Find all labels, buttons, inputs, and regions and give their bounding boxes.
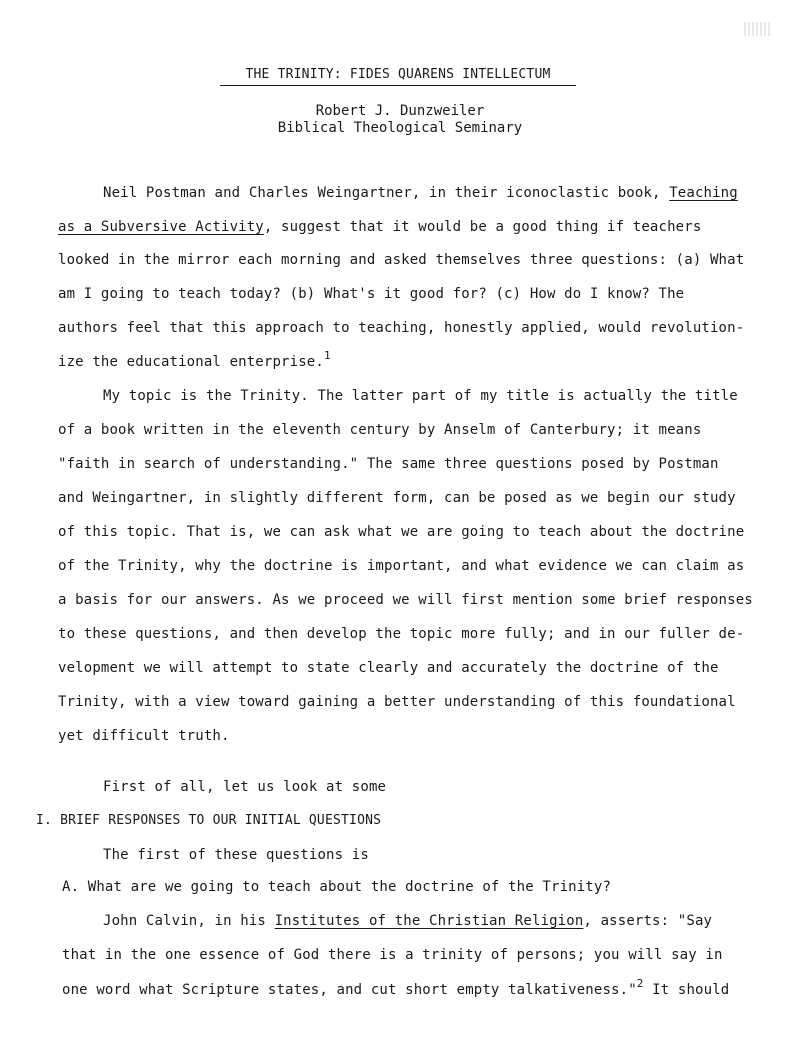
para2-line: velopment we will attempt to state clearly and accurately the doctrine of the: [58, 660, 719, 676]
para2-line: of this topic. That is, we can ask what we are going to teach about the doctrine: [58, 524, 745, 540]
para2-line: Trinity, with a view toward gaining a better understanding of this foundational: [58, 694, 736, 710]
para1-line6-text: ize the educational enterprise.: [58, 354, 324, 370]
para2-line: yet difficult truth.: [58, 728, 230, 744]
para1-line2: [58, 219, 701, 235]
book-title-subversive: as a Subversive Activity: [58, 219, 264, 235]
para5-line3-text: one word what Scripture states, and cut short empty talkativeness.": [62, 982, 637, 998]
author-name: Robert J. Dunzweiler: [315, 103, 485, 119]
para2-line: a basis for our answers. As we proceed we will first mention some brief responses: [58, 592, 753, 608]
subheading-a: A. What are we going to teach about the doctrine of the Trinity?: [62, 879, 612, 895]
para4-line: The first of these questions is: [103, 847, 369, 863]
para1-line4: am I going to teach today? (b) What's it good for? (c) How do I know? The: [58, 286, 685, 302]
para1-line1-text: Neil Postman and Charles Weingartner, in their iconoclastic book,: [103, 185, 670, 201]
para5-line1: [103, 913, 712, 929]
para5-line1-text: John Calvin, in his: [103, 913, 275, 929]
book-title-teaching: Teaching: [669, 185, 738, 201]
para5-line3: [62, 977, 730, 998]
para2-line: of the Trinity, why the doctrine is important, and what evidence we can claim as: [58, 558, 745, 574]
document-title: THE TRINITY: FIDES QUARENS INTELLECTUM: [220, 67, 576, 86]
para1-line6: [58, 349, 331, 370]
para1-line5: authors feel that this approach to teaching, honestly applied, would revolution-: [58, 320, 745, 336]
para1-line1: [103, 185, 738, 201]
para5-line1-post: , asserts: "Say: [583, 913, 713, 929]
para1-line2-text: , suggest that it would be a good thing if teachers: [263, 219, 702, 235]
para2-line: and Weingartner, in slightly different form, can be posed as we begin our study: [58, 490, 736, 506]
book-title-institutes: Institutes of the Christian Religion: [274, 913, 584, 929]
footnote-ref-2: 2: [636, 977, 644, 991]
author-institution: Biblical Theological Seminary: [277, 120, 523, 136]
para2-line: of a book written in the eleventh century by Anselm of Canterbury; it means: [58, 422, 702, 438]
section-heading-1: I. BRIEF RESPONSES TO OUR INITIAL QUESTIONS: [36, 813, 382, 828]
para2-line: "faith in search of understanding." The same three questions posed by Postman: [58, 456, 719, 472]
para3-line: First of all, let us look at some: [103, 779, 387, 795]
para2-line: to these questions, and then develop the topic more fully; and in our fuller de-: [58, 626, 745, 642]
footnote-ref-1: 1: [323, 349, 331, 363]
para5-line3-post: It should: [643, 982, 730, 998]
para1-line3: looked in the mirror each morning and asked themselves three questions: (a) What: [58, 252, 745, 268]
scan-artifact: [744, 22, 772, 36]
para2-line: My topic is the Trinity. The latter part of my title is actually the title: [103, 388, 738, 404]
para5-line2: that in the one essence of God there is a trinity of persons; you will say in: [62, 947, 723, 963]
